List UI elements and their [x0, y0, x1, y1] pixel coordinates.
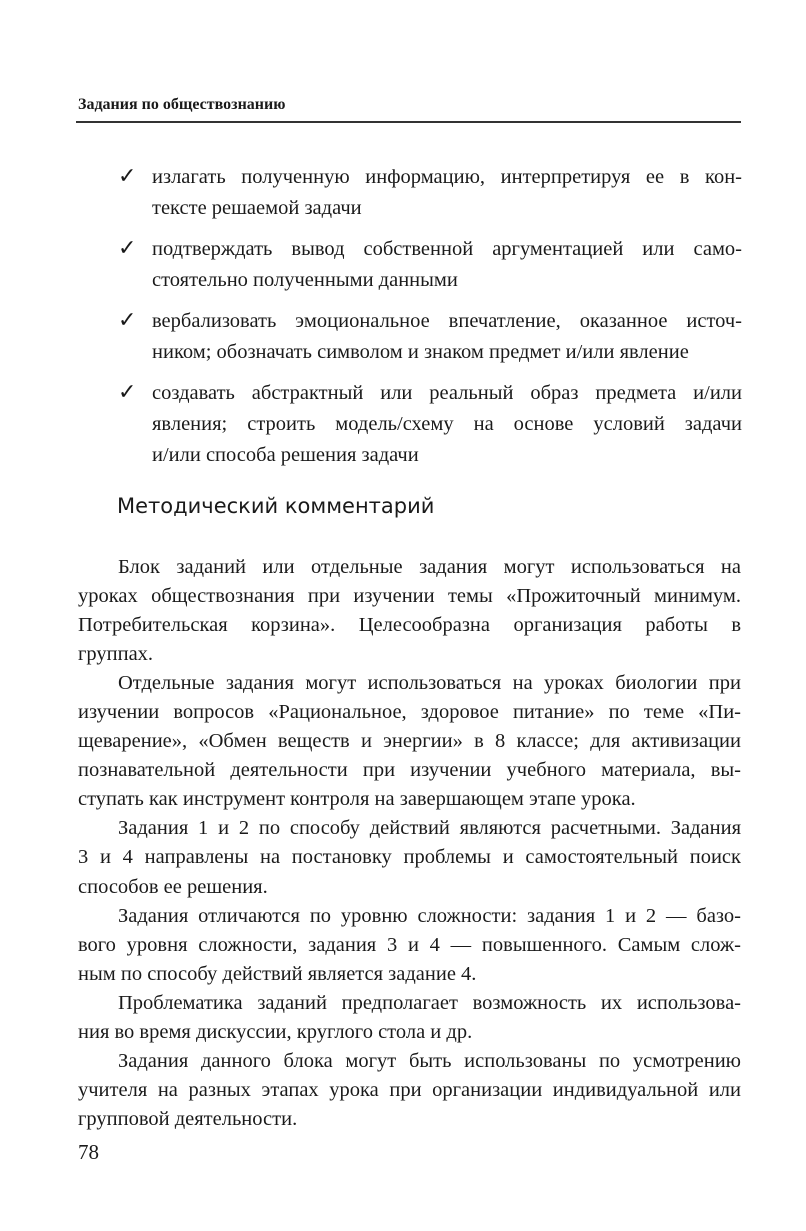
paragraph — [78, 1047, 741, 1134]
text-line: щеварение», «Обмен веществ и энергии» в 8 классе; для активизации — [78, 730, 741, 753]
checklist-item — [118, 234, 742, 296]
text-line: Блок заданий или отдельные задания могут использоваться на — [118, 556, 741, 578]
text-line: Потребительская корзина». Целесообразна организация работы в — [78, 614, 741, 637]
checklist-item-text — [152, 234, 742, 296]
text-line: Задания отличаются по уровню сложности: задания 1 и 2 — базо- — [118, 904, 741, 927]
text-line: тексте решаемой задачи — [152, 197, 362, 219]
paragraph — [78, 553, 741, 669]
paragraph — [78, 814, 741, 901]
text-line: 3 и 4 направлены на постановку проблемы и самостоятельный поиск — [78, 846, 741, 869]
text-line: ником; обозначать символом и знаком предмет и/или явление — [152, 341, 689, 363]
text-line: Отдельные задания могут использоваться на уроках биологии при — [118, 672, 741, 695]
text-line: ния во время дискуссии, круглого стола и др. — [78, 1020, 473, 1043]
text-line: подтверждать вывод собственной аргументацией или само- — [152, 238, 742, 260]
text-line: Проблематика заданий предполагает возможность их использова- — [118, 991, 741, 1014]
checklist-item-text — [152, 162, 742, 224]
body-text — [78, 553, 741, 1134]
running-head: Задания по обществознанию — [78, 96, 286, 113]
text-line: излагать полученную информацию, интерпретируя ее в кон- — [152, 166, 742, 188]
text-line: изучении вопросов «Рациональное, здоровое питание» по теме «Пи- — [78, 701, 741, 724]
checklist-item — [118, 162, 742, 224]
paragraph — [78, 669, 741, 814]
checklist — [118, 162, 742, 481]
paragraph — [78, 989, 741, 1047]
section-heading: Методический комментарий — [117, 494, 435, 518]
text-line: ным по способу действий является задание 4. — [78, 962, 477, 985]
text-line: групповой деятельности. — [78, 1107, 298, 1130]
text-line: вербализовать эмоциональное впечатление, оказанное источ- — [152, 310, 742, 332]
text-line: ступать как инструмент контроля на завершающем этапе урока. — [78, 788, 636, 811]
text-line: стоятельно полученными данными — [152, 269, 458, 291]
checklist-item — [118, 306, 742, 368]
text-line: вого уровня сложности, задания 3 и 4 — повышенного. Самым слож- — [78, 933, 741, 956]
check-icon: ✓ — [118, 164, 137, 189]
text-line: группах. — [78, 643, 154, 666]
checklist-item-text — [152, 306, 742, 368]
page-number: 78 — [78, 1140, 99, 1164]
paragraph — [78, 902, 741, 989]
header-rule — [76, 121, 741, 123]
text-line: познавательной деятельности при изучении учебного материала, вы- — [78, 759, 741, 782]
check-icon: ✓ — [118, 380, 137, 405]
text-line: Задания данного блока могут быть использованы по усмотрению — [118, 1049, 741, 1072]
text-line: явления; строить модель/схему на основе условий задачи — [152, 413, 742, 435]
text-line: и/или способа решения задачи — [152, 444, 419, 466]
text-line: способов ее решения. — [78, 875, 268, 898]
text-line: учителя на разных этапах урока при организации индивидуальной или — [78, 1078, 741, 1101]
text-line: Задания 1 и 2 по способу действий являются расчетными. Задания — [118, 817, 741, 840]
check-icon: ✓ — [118, 236, 137, 261]
check-icon: ✓ — [118, 308, 137, 333]
text-line: уроках обществознания при изучении темы «Прожиточный минимум. — [78, 585, 741, 608]
checklist-item-text — [152, 378, 742, 471]
text-line: создавать абстрактный или реальный образ предмета и/или — [152, 382, 742, 404]
checklist-item — [118, 378, 742, 471]
